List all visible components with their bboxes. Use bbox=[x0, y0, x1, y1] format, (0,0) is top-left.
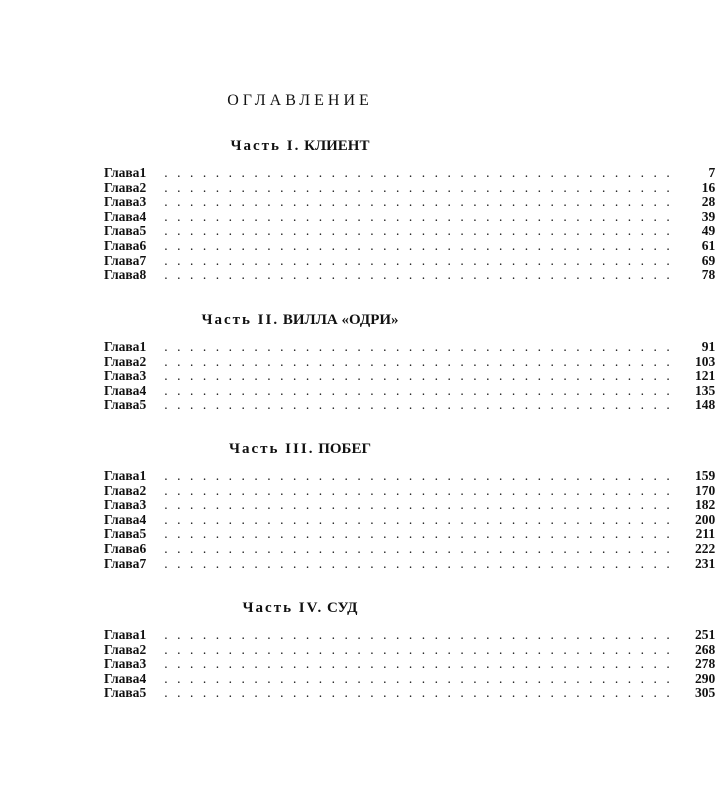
page-number: 211 bbox=[695, 526, 715, 542]
dot-leader: ........................................ bbox=[164, 339, 680, 354]
chapter-number: 3 bbox=[139, 368, 147, 384]
chapter-label: Глава bbox=[104, 165, 140, 180]
dot-leader: ........................................ bbox=[164, 382, 680, 398]
page-number: 222 bbox=[694, 540, 715, 556]
chapter-label: Глава bbox=[104, 194, 140, 210]
part-label: Часть I. bbox=[230, 138, 301, 154]
chapter-list bbox=[104, 339, 715, 413]
part-name: ВИЛЛА «ОДРИ» bbox=[282, 312, 399, 328]
chapter-label: Глава bbox=[104, 237, 140, 253]
chapter-number: 4 bbox=[139, 208, 147, 224]
page-number: 182 bbox=[694, 497, 715, 513]
chapter-label: Глава bbox=[104, 223, 140, 239]
chapter-number: 5 bbox=[139, 685, 147, 701]
chapter-number: 4 bbox=[139, 382, 147, 398]
part-heading bbox=[0, 440, 600, 458]
chapter-label: Глава bbox=[104, 656, 140, 672]
page-number: 28 bbox=[701, 194, 715, 210]
page-number: 148 bbox=[694, 397, 715, 413]
toc-entry bbox=[104, 511, 715, 528]
chapter-list bbox=[104, 165, 715, 283]
chapter-number: 2 bbox=[139, 482, 147, 498]
chapter-number: 3 bbox=[139, 497, 147, 513]
chapter-number: 5 bbox=[139, 223, 147, 239]
toc-entry bbox=[104, 339, 715, 355]
toc-entry bbox=[104, 353, 715, 370]
chapter-number: 7 bbox=[139, 252, 147, 268]
chapter-number: 2 bbox=[139, 353, 147, 369]
dot-leader: ........................................ bbox=[164, 511, 680, 527]
chapter-label: Глава bbox=[104, 540, 140, 556]
toc-entry bbox=[104, 397, 715, 413]
dot-leader: ........................................ bbox=[164, 526, 680, 542]
dot-leader: ........................................ bbox=[164, 497, 680, 513]
chapter-number: 5 bbox=[139, 397, 147, 413]
toc-entry bbox=[104, 627, 715, 643]
toc-entry bbox=[104, 252, 715, 269]
dot-leader: ........................................ bbox=[164, 656, 680, 672]
toc-entry bbox=[104, 555, 715, 572]
dot-leader: ........................................ bbox=[164, 179, 680, 195]
chapter-number: 1 bbox=[139, 165, 147, 180]
chapter-label: Глава bbox=[104, 353, 140, 369]
chapter-number: 1 bbox=[139, 468, 147, 483]
page-number: 268 bbox=[694, 641, 715, 657]
dot-leader: ........................................ bbox=[164, 468, 680, 483]
page-number: 121 bbox=[694, 368, 715, 384]
toc-entry bbox=[104, 656, 715, 672]
chapter-label: Глава bbox=[104, 511, 140, 527]
dot-leader: ........................................ bbox=[164, 267, 680, 283]
dot-leader: ........................................ bbox=[164, 368, 680, 384]
dot-leader: ........................................ bbox=[164, 252, 680, 268]
page-number: 16 bbox=[701, 179, 715, 195]
dot-leader: ........................................ bbox=[164, 555, 680, 571]
chapter-list bbox=[104, 627, 715, 701]
part-heading bbox=[0, 599, 600, 617]
toc-entry bbox=[104, 165, 715, 181]
part-heading bbox=[0, 137, 600, 155]
part-name: КЛИЕНТ bbox=[304, 138, 370, 154]
toc-entry bbox=[104, 267, 715, 283]
page-number: 278 bbox=[694, 656, 715, 672]
page-number: 251 bbox=[694, 627, 715, 642]
chapter-number: 6 bbox=[139, 237, 147, 253]
toc-entry bbox=[104, 194, 715, 210]
toc-entry bbox=[104, 482, 715, 499]
chapter-label: Глава bbox=[104, 468, 140, 483]
dot-leader: ........................................ bbox=[164, 685, 680, 701]
toc-entry bbox=[104, 540, 715, 557]
part-label: Часть IV. bbox=[242, 600, 324, 616]
page-number: 231 bbox=[694, 555, 715, 571]
dot-leader: ........................................ bbox=[164, 670, 680, 686]
toc-entry bbox=[104, 685, 715, 701]
toc-entry bbox=[104, 526, 715, 542]
page-number: 170 bbox=[694, 482, 715, 498]
toc-entry bbox=[104, 223, 715, 239]
chapter-number: 3 bbox=[139, 656, 147, 672]
chapter-label: Глава bbox=[104, 267, 140, 283]
page-number: 135 bbox=[694, 382, 715, 398]
chapter-label: Глава bbox=[104, 382, 140, 398]
page-number: 39 bbox=[701, 208, 715, 224]
chapter-label: Глава bbox=[104, 670, 140, 686]
chapter-label: Глава bbox=[104, 555, 140, 571]
chapter-number: 3 bbox=[139, 194, 147, 210]
part-name: СУД bbox=[327, 600, 358, 616]
dot-leader: ........................................ bbox=[164, 627, 680, 642]
toc-entry bbox=[104, 468, 715, 484]
chapter-number: 7 bbox=[139, 555, 147, 571]
chapter-number: 8 bbox=[139, 267, 147, 283]
toc-entry bbox=[104, 179, 715, 196]
page-number: 69 bbox=[701, 252, 715, 268]
chapter-number: 1 bbox=[139, 627, 147, 642]
dot-leader: ........................................ bbox=[164, 237, 680, 253]
toc-entry bbox=[104, 641, 715, 658]
chapter-number: 4 bbox=[139, 511, 147, 527]
part-heading bbox=[0, 311, 600, 329]
page-number: 103 bbox=[694, 353, 715, 369]
toc-entry bbox=[104, 382, 715, 399]
chapter-label: Глава bbox=[104, 208, 140, 224]
chapter-number: 5 bbox=[139, 526, 147, 542]
page-number: 61 bbox=[701, 237, 715, 253]
part-name: ПОБЕГ bbox=[318, 441, 372, 457]
page-number: 49 bbox=[701, 223, 715, 239]
page-number: 290 bbox=[694, 670, 715, 686]
chapter-label: Глава bbox=[104, 685, 140, 701]
chapter-label: Глава bbox=[104, 397, 140, 413]
chapter-number: 6 bbox=[139, 540, 147, 556]
dot-leader: ........................................ bbox=[164, 540, 680, 556]
toc-title: ОГЛАВЛЕНИЕ bbox=[227, 92, 373, 109]
page-number: 7 bbox=[708, 165, 715, 180]
chapter-label: Глава bbox=[104, 339, 140, 354]
chapter-label: Глава bbox=[104, 252, 140, 268]
chapter-label: Глава bbox=[104, 482, 140, 498]
page-number: 91 bbox=[701, 339, 715, 354]
page-number: 200 bbox=[694, 511, 715, 527]
chapter-label: Глава bbox=[104, 497, 140, 513]
page-number: 159 bbox=[694, 468, 715, 483]
dot-leader: ........................................ bbox=[164, 482, 680, 498]
chapter-label: Глава bbox=[104, 641, 140, 657]
chapter-label: Глава bbox=[104, 627, 140, 642]
chapter-label: Глава bbox=[104, 526, 140, 542]
part-label: Часть III. bbox=[228, 441, 315, 457]
page-number: 78 bbox=[701, 267, 715, 283]
toc-entry bbox=[104, 208, 715, 225]
chapter-number: 2 bbox=[139, 179, 147, 195]
toc-entry bbox=[104, 497, 715, 513]
dot-leader: ........................................ bbox=[164, 353, 680, 369]
dot-leader: ........................................ bbox=[164, 397, 680, 413]
chapter-label: Глава bbox=[104, 368, 140, 384]
toc-entry bbox=[104, 237, 715, 254]
chapter-label: Глава bbox=[104, 179, 140, 195]
dot-leader: ........................................ bbox=[164, 208, 680, 224]
dot-leader: ........................................ bbox=[164, 641, 680, 657]
toc-entry bbox=[104, 368, 715, 384]
part-label: Часть II. bbox=[201, 312, 280, 328]
chapter-number: 1 bbox=[139, 339, 147, 354]
toc-entry bbox=[104, 670, 715, 687]
dot-leader: ........................................ bbox=[164, 223, 680, 239]
chapter-list bbox=[104, 468, 715, 571]
dot-leader: ........................................ bbox=[164, 194, 680, 210]
chapter-number: 4 bbox=[139, 670, 147, 686]
page-number: 305 bbox=[694, 685, 715, 701]
chapter-number: 2 bbox=[139, 641, 147, 657]
dot-leader: ........................................ bbox=[164, 165, 680, 180]
